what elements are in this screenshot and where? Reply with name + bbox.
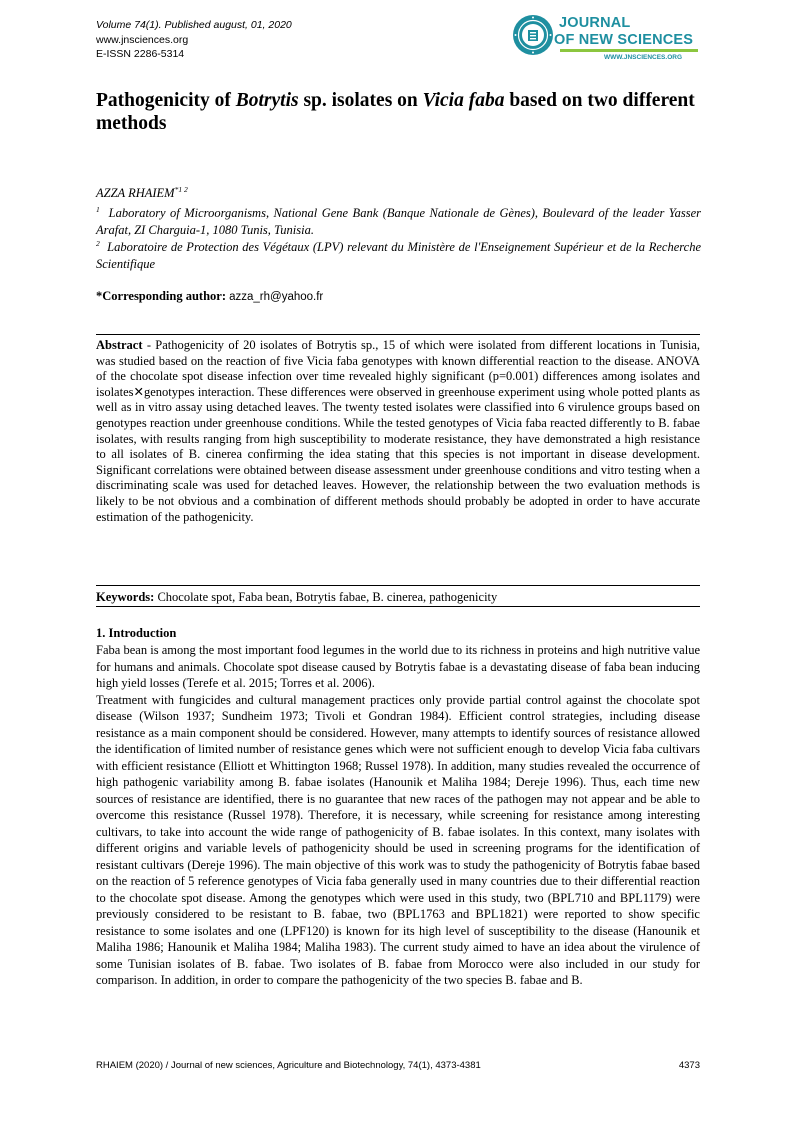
page-number: 4373: [678, 1060, 700, 1071]
author: [96, 185, 188, 201]
affiliation-number: 1: [96, 205, 100, 214]
affiliation-text: Laboratory of Microorganisms, National Gene Bank (Banque Nationale de Gènes), Boulevard of the leader Yasser Arafat, ZI Charguia-1, 1080 Tunis, Tunisia.: [96, 206, 702, 238]
volume-info: Volume 74(1). Published august, 01, 2020: [96, 19, 292, 31]
abstract-top-rule: [96, 334, 700, 335]
footer-citation: RHAIEM (2020) / Journal of new sciences, Agriculture and Biotechnology, 74(1), 4373-4381: [96, 1060, 481, 1071]
affiliation-1: [96, 201, 701, 239]
keywords: [96, 590, 700, 605]
keywords-text: Chocolate spot, Faba bean, Botrytis fabae, B. cinerea, pathogenicity: [154, 590, 498, 604]
title-genus: Botrytis: [235, 90, 299, 111]
page-footer: [96, 1060, 700, 1071]
logo-line-2: OF NEW SCIENCES: [554, 32, 694, 48]
journal-seal-icon: [512, 14, 554, 56]
paragraph: Treatment with fungicides and cultural management practices only provide partial control against the chocolate spot disease (Wilson 1937; Sundheim 1973; Tivoli et Gondran 1984). Efficient control strategies, including disease resistance as a main component should be considered. However, many attempts to identify sources of resistance allowed the identification of limited number of resistance genes which were not sufficient enough to develop Vicia faba cultivars with efficient resistance (Elliott et Whittington 1968; Russel 1978). In addition, many studies revealed the occurrence of high pathogenic variability among B. fabae isolates (Hanounik et Maliha 1984; Dereje 1996). Thus, each time new sources of resistance are identified, there is no guarantee that new races of the pathogen may not appear and be able to overcome this resistance (Russel 1978). Therefore, it is necessary, while screening for resistance among interesting cultivars, to take into account the wide range of pathogenicity of B. fabae isolates. In this context, many isolates with different origins and variable levels of pathogenicity should be used in screening programs for the identification of resistant cultivars (Dereje 1996). The main objective of this work was to study the pathogenicity of Botrytis fabae based on the reaction of 5 reference genotypes of Vicia faba generally used in many countries due to their differential reaction to the chocolate spot disease. Among the genotypes which were used in this study, two (BPL710 and BPL1179) were previously considered to be resistant to B. fabae, two (BPL1763 and BPL1821) were reported to show specific resistance to some isolates and one (LPF120) is known for its high level of susceptibility to the disease (Hanounik et Maliha 1986; Hanounik et Maliha 1984; Maliha 1983). The current study aimed to have an idea about the virulence of some Tunisian isolates of B. fabae. Two isolates of B. fabae from Morocco were also included in our study for comparison. In addition, in order to compare the pathogenicity of the two species B. fabae and B.: [96, 692, 700, 987]
paper-title: [96, 89, 701, 135]
corresponding-email[interactable]: azza_rh@yahoo.fr: [229, 291, 324, 303]
author-name: AZZA RHAIEM: [96, 186, 175, 201]
journal-website: www.jnsciences.org: [96, 33, 189, 46]
issn: E-ISSN 2286-5314: [96, 48, 185, 60]
affiliation-text: Laboratoire de Protection des Végétaux (LPV) relevant du Ministère de l'Enseignement Supérieur et de la Recherche Scientifique: [96, 240, 702, 272]
abstract: [96, 338, 700, 525]
abstract-text: - Pathogenicity of 20 isolates of Botrytis sp., 15 of which were isolated from different locations in Tunisia, was studied based on the reaction of five Vicia faba genotypes with known differential reaction to the disease. ANOVA of the chocolate spot disease infection over time revealed highly significant (p=0.001) differences among isolates and isolates✕genotypes interaction. These differences were observed in greenhouse experiment using whole potted plants as well as in vitro assay using detached leaves. The twenty tested isolates were classified into 6 virulence groups based on genotypes reaction under greenhouse conditions. While the tested genotypes of Vicia faba reacted differently to B. fabae isolates, with results ranging from high susceptibility to moderate resistance, they have demonstrated a high resistance to all isolates of B. cinerea confirming the idea stating that this species is not important in disease development. Significant correlations were obtained between disease assessment under greenhouse conditions and vitro testing when a discriminating scale was used for detached leaves. However, the relationship between the two evaluation methods is likely to be not obvious and a combination of different methods should probably be adopted in order to have accurate estimation of the pathogenicity.: [96, 338, 700, 524]
title-text: based on two different methods: [96, 90, 695, 134]
logo-line-1: JOURNAL: [559, 15, 631, 31]
keywords-bottom-rule: [96, 606, 700, 607]
section-heading: 1. Introduction: [96, 626, 177, 640]
logo-accent-bar: [560, 49, 698, 52]
abstract-label: Abstract: [96, 338, 143, 352]
corresponding-author: [96, 289, 323, 304]
corresponding-label: *Corresponding author:: [96, 289, 226, 303]
author-marks: *1 2: [174, 185, 188, 194]
keywords-top-rule: [96, 585, 700, 586]
title-host: Vicia faba: [422, 90, 505, 111]
journal-logo: [512, 12, 700, 64]
keywords-label: Keywords:: [96, 590, 155, 604]
affiliation-number: 2: [96, 239, 100, 248]
introduction-body: [96, 642, 700, 989]
title-text: Pathogenicity of: [96, 90, 236, 111]
logo-url: WWW.JNSCIENCES.ORG: [604, 54, 683, 61]
affiliation-2: [96, 235, 701, 273]
title-text: sp. isolates on: [298, 90, 423, 111]
journal-header: [96, 18, 292, 62]
paragraph: Faba bean is among the most important food legumes in the world due to its richness in proteins and high nutritive value for humans and animals. Chocolate spot disease caused by Botrytis fabae is a devastating disease of faba bean inducing high yield losses (Terefe et al. 2015; Torres et al. 2006).: [96, 643, 700, 690]
